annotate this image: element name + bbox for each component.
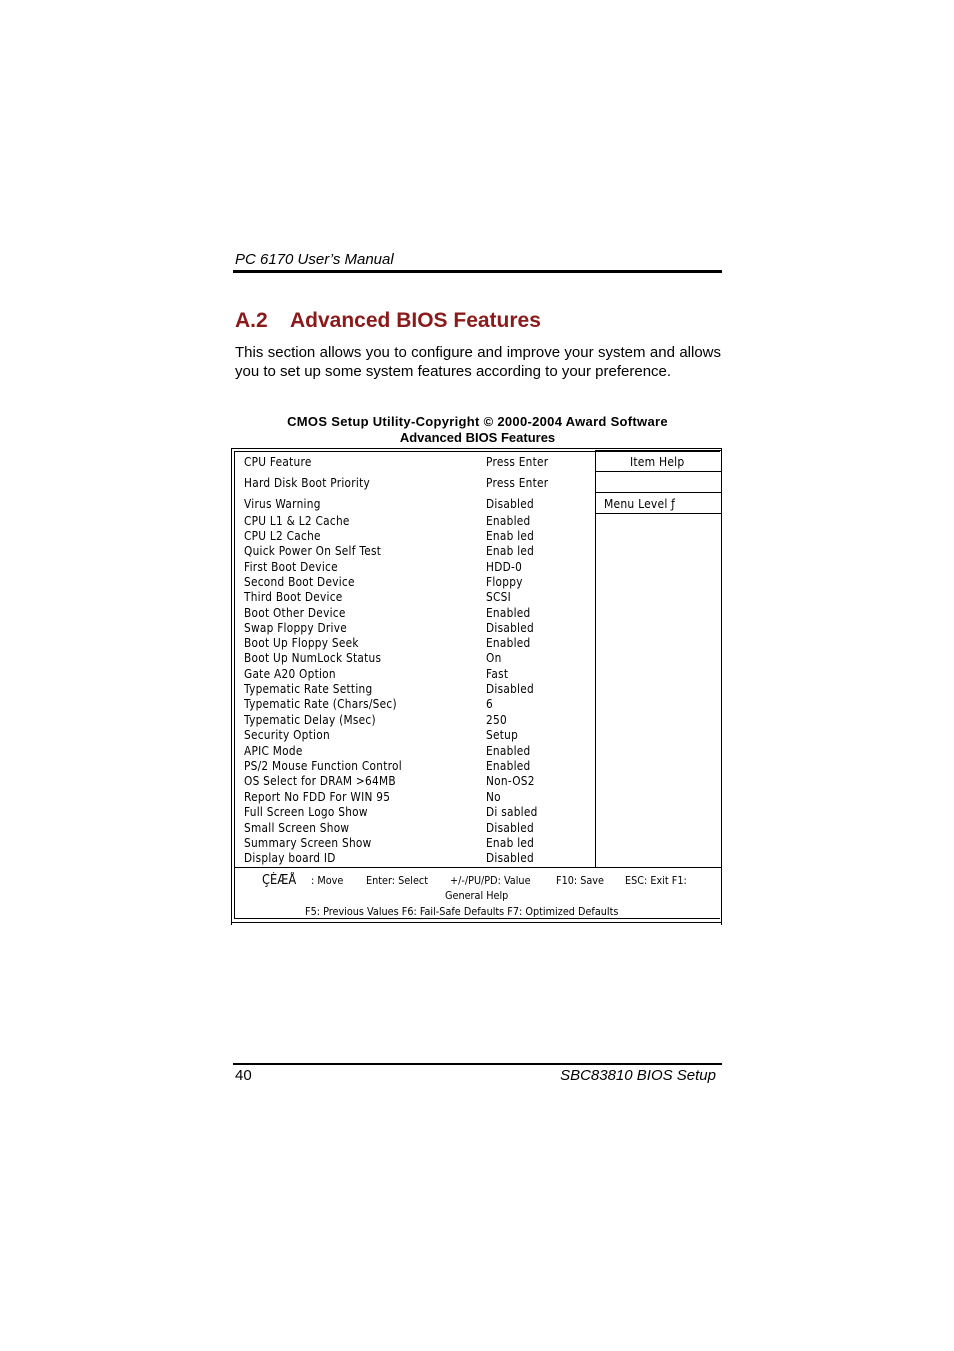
key-value: +/-/PU/PD: Value (450, 874, 531, 887)
bios-caption-copyright: CMOS Setup Utility-Copyright © 2000-2004 Award Software (287, 414, 668, 429)
setting-label: Report No FDD For WIN 95 (244, 790, 391, 804)
setting-label: Boot Up Floppy Seek (244, 636, 359, 650)
setting-label: Display board ID (244, 851, 336, 865)
setting-value[interactable]: Disabled (486, 682, 534, 696)
item-help-title: Item Help (630, 455, 685, 469)
setting-value[interactable]: Non-OS2 (486, 774, 535, 788)
header-rule (233, 270, 722, 273)
setting-label: APIC Mode (244, 744, 303, 758)
setting-value[interactable]: SCSI (486, 590, 511, 604)
setting-label: CPU Feature (244, 455, 312, 469)
bios-frame-bottom (231, 922, 722, 925)
setting-value[interactable]: Fast (486, 667, 509, 681)
setting-label: Gate A20 Option (244, 667, 336, 681)
setting-label: Boot Other Device (244, 606, 346, 620)
setting-label: Security Option (244, 728, 330, 742)
key-general-help: General Help (445, 889, 509, 902)
arrow-keys-icon: ÇÈÆÅ (262, 873, 297, 888)
setting-label: Typematic Rate (Chars/Sec) (244, 697, 397, 711)
help-rule-menu (595, 513, 721, 514)
page-number: 40 (235, 1067, 252, 1084)
setting-value[interactable]: No (486, 790, 501, 804)
setting-value[interactable]: Enab led (486, 544, 535, 558)
help-rule-mid (595, 492, 721, 493)
key-exit-help: ESC: Exit F1: (625, 874, 687, 887)
setting-value[interactable]: 6 (486, 697, 493, 711)
setting-value[interactable]: Disabled (486, 497, 534, 511)
setting-label: Virus Warning (244, 497, 321, 511)
setting-value[interactable]: Disabled (486, 621, 534, 635)
setting-label: Typematic Delay (Msec) (244, 713, 376, 727)
setting-label: Swap Floppy Drive (244, 621, 348, 635)
setting-label: Third Boot Device (244, 590, 343, 604)
setting-value[interactable]: Enabled (486, 514, 531, 528)
help-rule-top (595, 450, 721, 451)
footer-doc-title: SBC83810 BIOS Setup (560, 1067, 716, 1084)
setting-value[interactable]: Disabled (486, 851, 534, 865)
setting-value[interactable]: Press Enter (486, 455, 549, 469)
section-title: Advanced BIOS Features (290, 309, 541, 332)
key-save: F10: Save (556, 874, 604, 887)
setting-label: Summary Screen Show (244, 836, 372, 850)
setting-value[interactable]: On (486, 651, 502, 665)
setting-value[interactable]: Setup (486, 728, 519, 742)
setting-label: CPU L2 Cache (244, 529, 321, 543)
setting-label: Boot Up NumLock Status (244, 651, 382, 665)
setting-label: First Boot Device (244, 560, 338, 574)
section-heading (235, 309, 541, 333)
setting-value[interactable]: 250 (486, 713, 507, 727)
setting-label: PS/2 Mouse Function Control (244, 759, 402, 773)
setting-value[interactable]: Enabled (486, 636, 531, 650)
help-rule-title (595, 471, 721, 472)
key-enter-select: Enter: Select (366, 874, 429, 887)
setting-value[interactable]: Enabled (486, 744, 531, 758)
section-number: A.2 (235, 309, 268, 332)
bios-caption-title: Advanced BIOS Features (399, 430, 556, 445)
bios-keys-rule (234, 867, 721, 868)
setting-value[interactable]: Enab led (486, 529, 535, 543)
setting-label: Quick Power On Self Test (244, 544, 382, 558)
setting-label: Second Boot Device (244, 575, 355, 589)
key-defaults: F5: Previous Values F6: Fail-Safe Defaults F7: Optimized Defaults (305, 905, 619, 918)
key-move: : Move (311, 874, 344, 887)
setting-label: Full Screen Logo Show (244, 805, 368, 819)
setting-label: Small Screen Show (244, 821, 350, 835)
menu-level-label: Menu Level ƒ (604, 497, 676, 511)
setting-value[interactable]: Di sabled (486, 805, 538, 819)
setting-value[interactable]: Disabled (486, 821, 534, 835)
setting-value[interactable]: HDD-0 (486, 560, 523, 574)
setting-label: CPU L1 & L2 Cache (244, 514, 350, 528)
setting-value[interactable]: Enabled (486, 759, 531, 773)
setting-value[interactable]: Floppy (486, 575, 523, 589)
setting-label: OS Select for DRAM >64MB (244, 774, 396, 788)
footer-rule (233, 1063, 722, 1065)
intro-paragraph: This section allows you to configure and improve your system and allows you to set up some system features according to your preference. (235, 344, 721, 380)
setting-value[interactable]: Press Enter (486, 476, 549, 490)
manual-title: PC 6170 User’s Manual (235, 251, 394, 268)
setting-value[interactable]: Enabled (486, 606, 531, 620)
setting-value[interactable]: Enab led (486, 836, 535, 850)
setting-label: Hard Disk Boot Priority (244, 476, 370, 490)
setting-label: Typematic Rate Setting (244, 682, 373, 696)
